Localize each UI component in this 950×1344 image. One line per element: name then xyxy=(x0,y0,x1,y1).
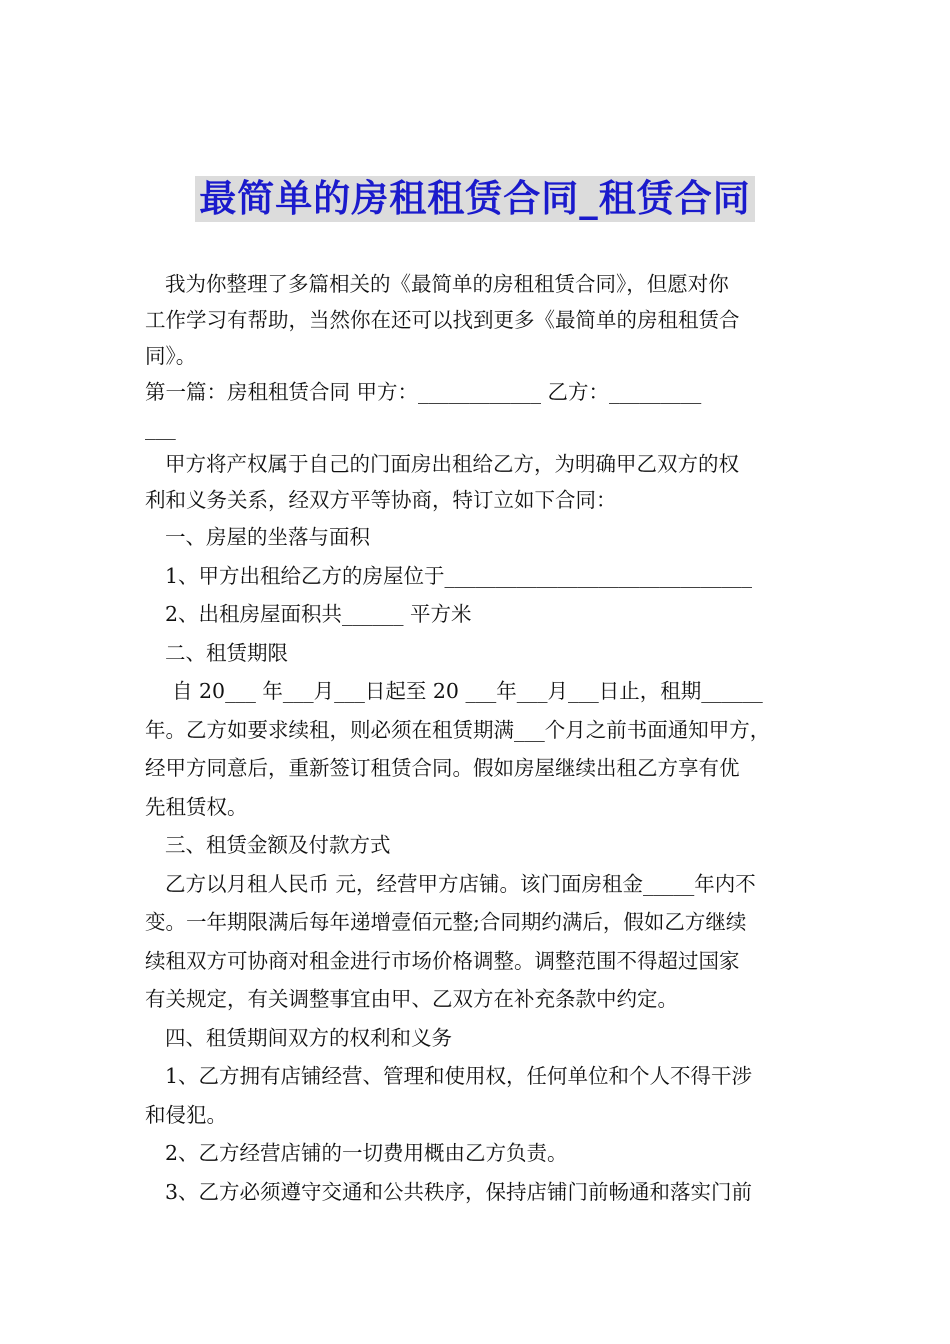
section3-line-2: 变。一年期限满后每年递增壹佰元整;合同期约满后，假如乙方继续 xyxy=(145,910,747,934)
section4-item1-line-1: 1、乙方拥有店铺经营、管理和使用权，任何单位和个人不得干涉 xyxy=(165,1064,753,1088)
first-heading-line-2: ___ xyxy=(145,416,176,440)
preamble-line-1: 甲方将产权属于自己的门面房出租给乙方，为明确甲乙双方的权 xyxy=(165,452,739,476)
section3-line-1: 乙方以月租人民币 元，经营甲方店铺。该门面房租金_____年内不 xyxy=(165,871,756,896)
section3-line-4: 有关规定，有关调整事宜由甲、乙双方在补充条款中约定。 xyxy=(145,987,678,1011)
first-heading-line-1: 第一篇：房租租赁合同 甲方：____________ 乙方：_________ xyxy=(145,380,702,404)
section2-line-3: 经甲方同意后，重新签订租赁合同。假如房屋继续出租乙方享有优 xyxy=(145,756,740,780)
section4-item1-line-2: 和侵犯。 xyxy=(145,1102,227,1127)
section1-heading: 一、房屋的坐落与面积 xyxy=(165,525,370,549)
intro-line-3: 同》。 xyxy=(145,344,197,368)
section4-item3: 3、乙方必须遵守交通和公共秩序，保持店铺门前畅通和落实门前 xyxy=(165,1179,753,1204)
section2-line-1: 自 20___ 年___月___日起至 20 ___年___月___日止，租期______ xyxy=(172,679,763,703)
section3-line-3: 续租双方可协商对租金进行市场价格调整。调整范围不得超过国家 xyxy=(145,948,740,973)
preamble-line-2: 利和义务关系，经双方平等协商，特订立如下合同： xyxy=(145,488,617,512)
section2-line-2: 年。乙方如要求续租，则必须在租赁期满___个月之前书面通知甲方， xyxy=(145,717,771,742)
title-container xyxy=(0,176,950,222)
document-title: 最简单的房租租赁合同_租赁合同 xyxy=(195,176,755,222)
intro-line-1: 我为你整理了多篇相关的《最简单的房租租赁合同》，但愿对你 xyxy=(165,272,729,296)
section2-line-4: 先租赁权。 xyxy=(145,794,248,819)
section2-heading: 二、租赁期限 xyxy=(165,640,288,665)
document-body xyxy=(145,266,813,1211)
intro-line-2: 工作学习有帮助，当然你在还可以找到更多《最简单的房租租赁合 xyxy=(145,308,740,332)
section1-item1: 1、甲方出租给乙方的房屋位于______________________________ xyxy=(165,563,753,588)
section1-item2: 2、出租房屋面积共______ 平方米 xyxy=(165,602,472,626)
section4-item2: 2、乙方经营店铺的一切费用概由乙方负责。 xyxy=(165,1141,568,1165)
section3-heading: 三、租赁金额及付款方式 xyxy=(165,833,391,857)
section4-heading: 四、租赁期间双方的权利和义务 xyxy=(165,1025,452,1050)
